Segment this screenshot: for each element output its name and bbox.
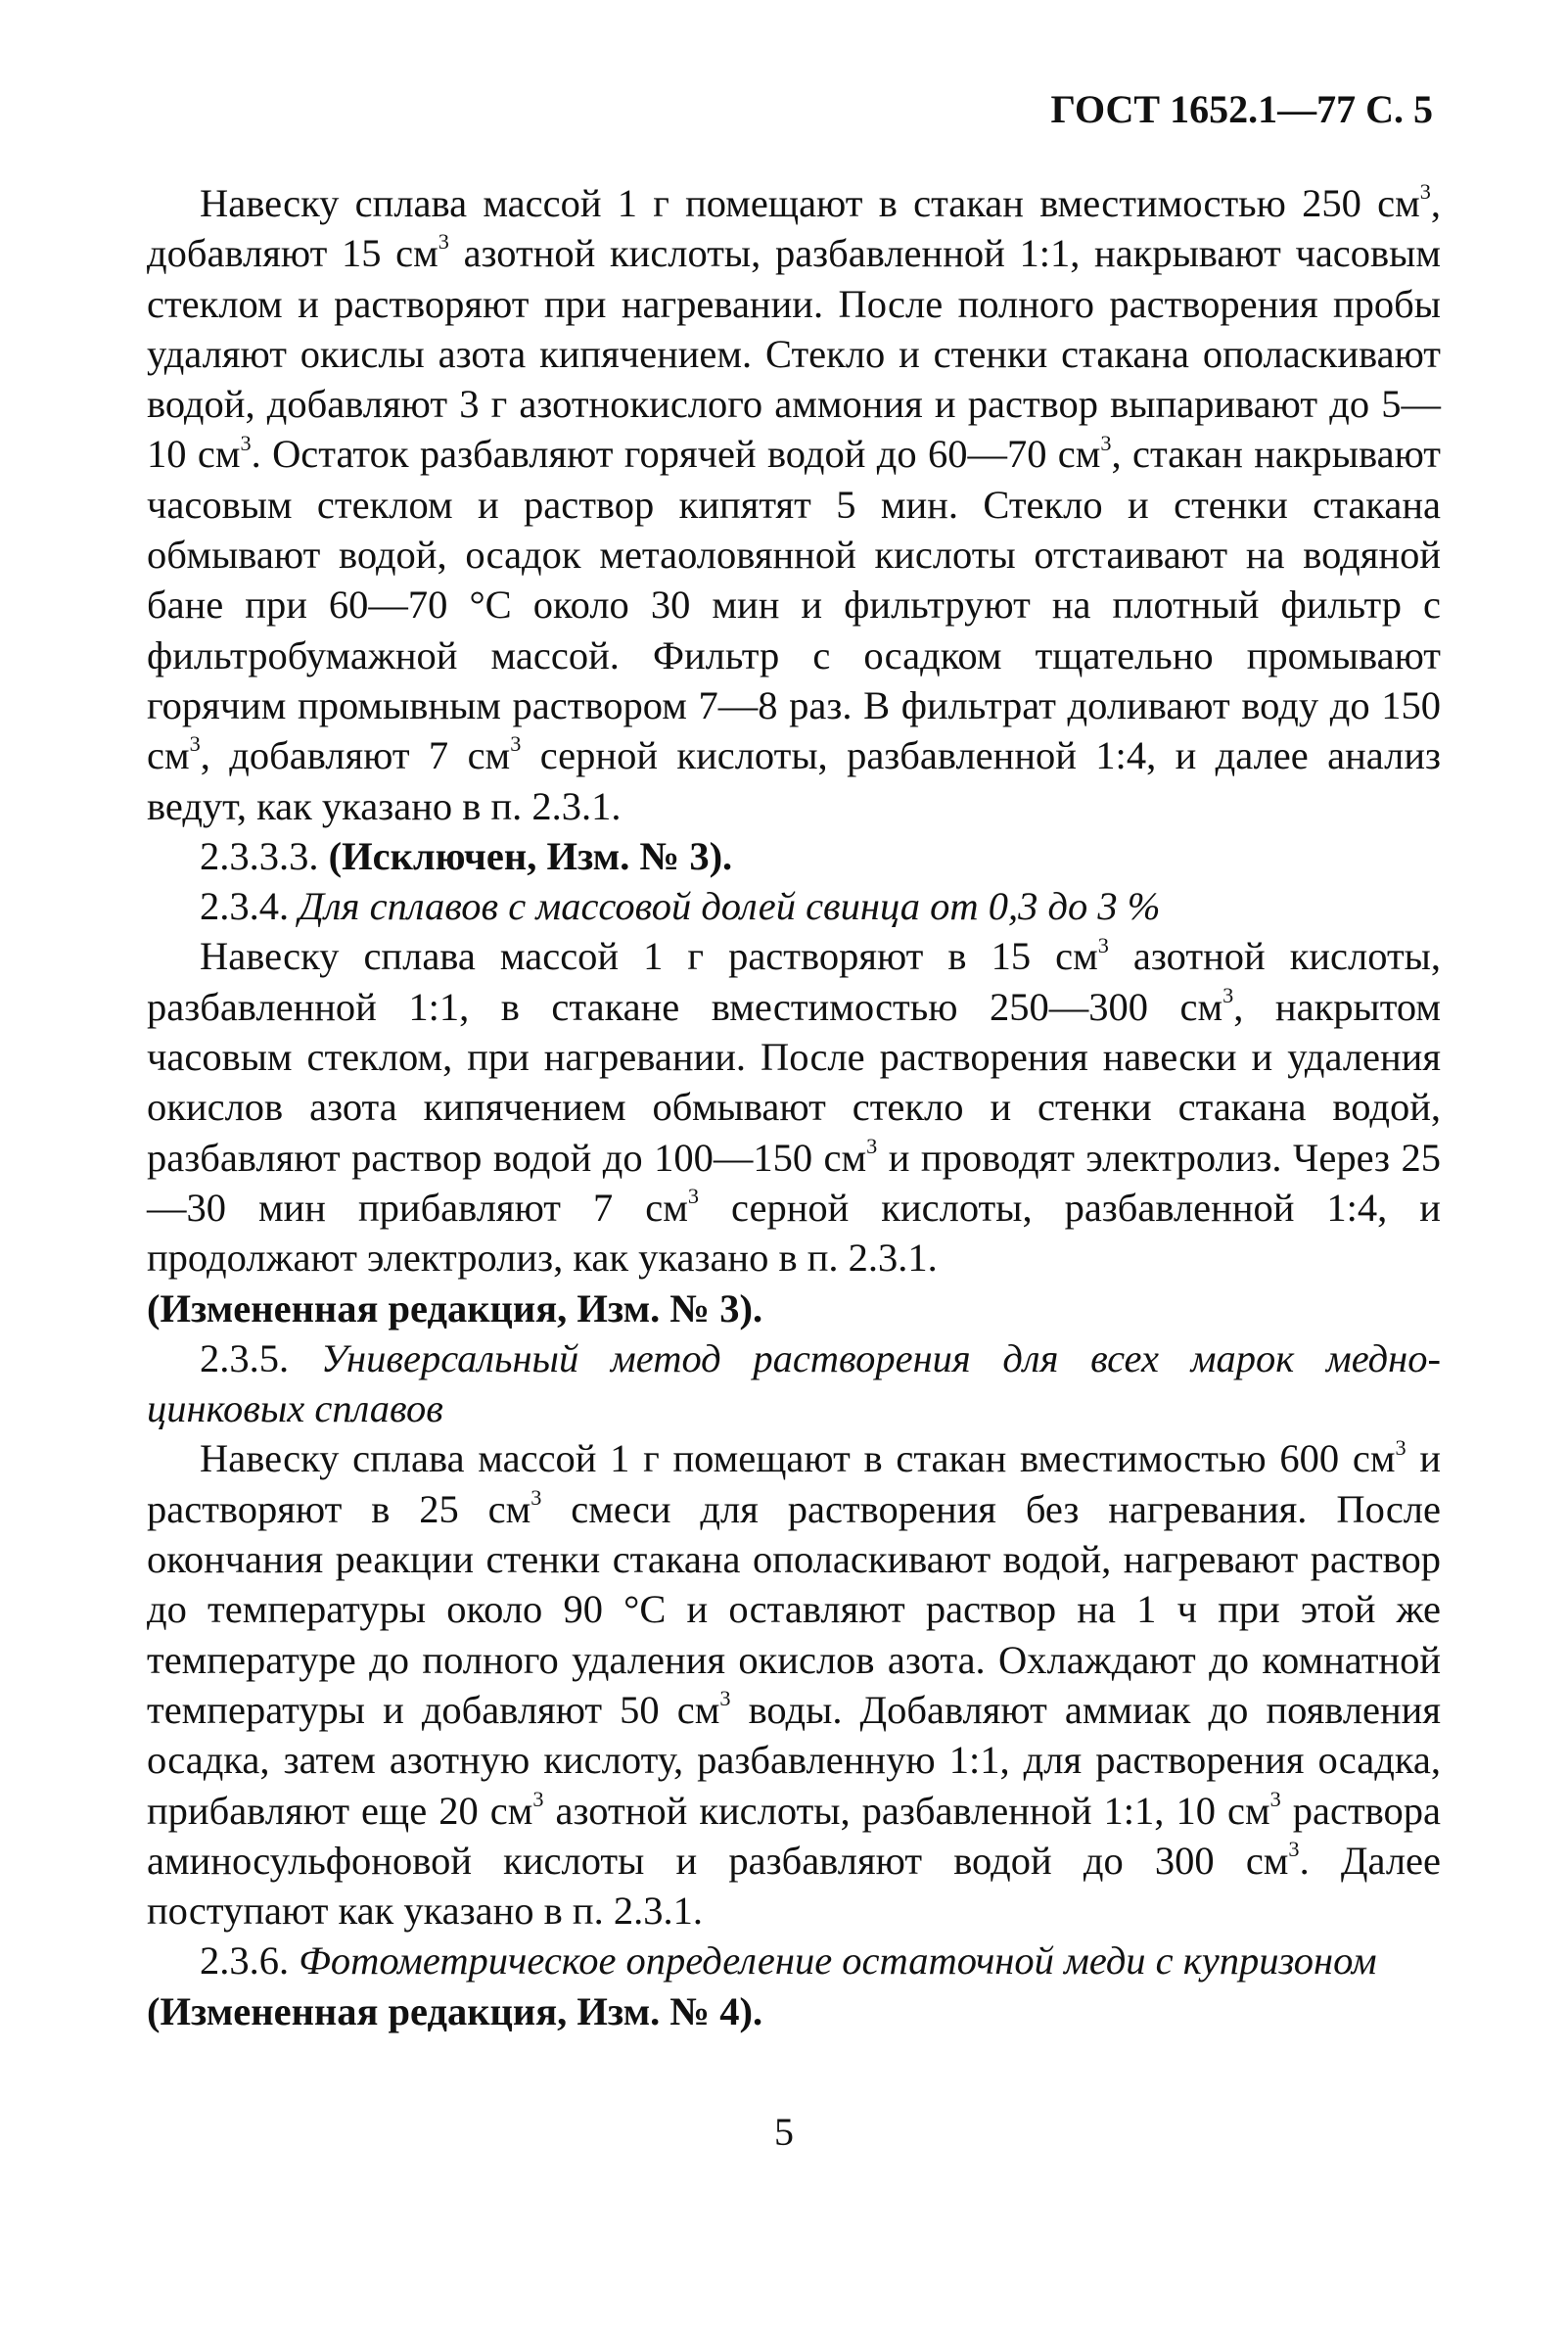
section-2-3-4-heading bbox=[147, 881, 1441, 931]
text-run: серной кислоты, разбавленной 1:4, и далее анализ ведут, как указано в п. 2.3.1. bbox=[147, 733, 1441, 828]
superscript: 3 bbox=[510, 731, 522, 757]
section-number: 2.3.6. bbox=[200, 1938, 290, 1984]
text-run: и проводят электролиз. Через 25—30 мин прибавляют 7 см bbox=[147, 1135, 1441, 1230]
text-run: Навеску сплава массой 1 г помещают в стакан вместимостью 250 см bbox=[200, 181, 1420, 225]
superscript: 3 bbox=[530, 1484, 542, 1510]
section-number: 2.3.3.3. bbox=[200, 833, 319, 878]
section-2-3-3-3 bbox=[147, 831, 1441, 881]
edit-note-4: (Измененная редакция, Изм. № 4). bbox=[147, 1988, 763, 2033]
section-number: 2.3.5. bbox=[200, 1335, 290, 1380]
section-title: Фотометрическое определение остаточной меди с купризоном bbox=[299, 1938, 1377, 1984]
superscript: 3 bbox=[1097, 932, 1109, 957]
section-number: 2.3.4. bbox=[200, 884, 290, 929]
superscript: 3 bbox=[1419, 179, 1431, 205]
text-run: азотной кислоты, разбавленной 1:1, 10 см bbox=[543, 1788, 1270, 1833]
text-run: , добавляют 7 см bbox=[200, 733, 511, 778]
superscript: 3 bbox=[1288, 1836, 1300, 1861]
paragraph-dissolution-tin bbox=[147, 178, 1441, 831]
section-title: Для сплавов с массовой долей свинца от 0,3 до 3 % bbox=[299, 884, 1161, 929]
superscript: 3 bbox=[1269, 1786, 1281, 1811]
superscript: 3 bbox=[1222, 982, 1234, 1007]
text-run: азотной кислоты, разбавленной 1:1, в стакане вместимостью 250—300 см bbox=[147, 934, 1441, 1029]
page-number: 5 bbox=[774, 2110, 794, 2154]
paragraph-universal-method bbox=[147, 1433, 1441, 1936]
text-run: . Остаток разбавляют горячей водой до 60—70 см bbox=[251, 432, 1101, 477]
text-run: серной кислоты, разбавленной 1:4, и продолжают электролиз, как указано в п. 2.3.1. bbox=[147, 1185, 1441, 1281]
edit-note-3: (Измененная редакция, Изм. № 3). bbox=[147, 1285, 763, 1330]
text-run: и растворяют в 25 см bbox=[147, 1436, 1441, 1531]
superscript: 3 bbox=[189, 731, 201, 757]
document-body bbox=[147, 178, 1441, 2036]
text-run: Навеску сплава массой 1 г растворяют в 15 см bbox=[200, 934, 1098, 979]
superscript: 3 bbox=[687, 1184, 699, 1209]
page-header: ГОСТ 1652.1—77 С. 5 bbox=[1050, 87, 1433, 131]
text-run: , накрытом часовым стеклом, при нагревании. После растворения навески и удаления окислов азота кипячением обмывают стекло и стенки стакана водой, разбавляют раствор водой до 100—150 см bbox=[147, 984, 1441, 1180]
section-2-3-5-heading bbox=[147, 1333, 1441, 1434]
text-run: азотной кислоты, разбавленной 1:1, накрывают часовым стеклом и растворяют при нагревании. После полного растворения пробы удаляют окислы азота кипячением. Стекло и стенки стакана ополаскивают водой, добавляют 3 г азотнокислого аммония и раствор выпаривают до 5—10 см bbox=[147, 231, 1441, 477]
text-run: раствора аминосульфоновой кислоты и разбавляют водой до 300 см bbox=[147, 1788, 1441, 1883]
section-2-3-6-heading bbox=[147, 1936, 1441, 1985]
text-run: воды. Добавляют аммиак до появления осадка, затем азотную кислоту, разбавленную 1:1, для растворения осадка, прибавляют еще 20 см bbox=[147, 1687, 1441, 1833]
superscript: 3 bbox=[1395, 1434, 1407, 1460]
paragraph-lead-alloys bbox=[147, 931, 1441, 1283]
superscript: 3 bbox=[719, 1686, 731, 1711]
superscript: 3 bbox=[1100, 430, 1112, 455]
excluded-note: (Исключен, Изм. № 3). bbox=[328, 833, 733, 878]
superscript: 3 bbox=[866, 1133, 878, 1158]
text-run: смеси для растворения без нагревания. После окончания реакции стенки стакана ополаскивают водой, нагревают раствор до температуры около 90 °С и оставляют раствор на 1 ч при этой же температуре до полного удаления окислов азота. Охлаждают до комнатной температуры и добавляют 50 см bbox=[147, 1486, 1441, 1732]
text-run: , добавляют 15 см bbox=[147, 181, 1441, 276]
text-run: , стакан накрывают часовым стеклом и раствор кипятят 5 мин. Стекло и стенки стакана обмывают водой, осадок метаоловянной кислоты отстаивают на водяной бане при 60—70 °С около 30 мин и фильтруют на плотный фильтр с фильтробумажной массой. Фильтр с осадком тщательно промывают горячим промывным раствором 7—8 раз. В фильтрат доливают воду до 150 см bbox=[147, 432, 1441, 778]
superscript: 3 bbox=[438, 229, 449, 255]
superscript: 3 bbox=[240, 430, 252, 455]
superscript: 3 bbox=[532, 1786, 544, 1811]
section-title: Универсальный метод растворения для всех марок медно-цинковых сплавов bbox=[147, 1335, 1442, 1431]
text-run: Навеску сплава массой 1 г помещают в стакан вместимостью 600 см bbox=[200, 1436, 1396, 1481]
text-run: . Далее поступают как указано в п. 2.3.1. bbox=[147, 1838, 1441, 1934]
